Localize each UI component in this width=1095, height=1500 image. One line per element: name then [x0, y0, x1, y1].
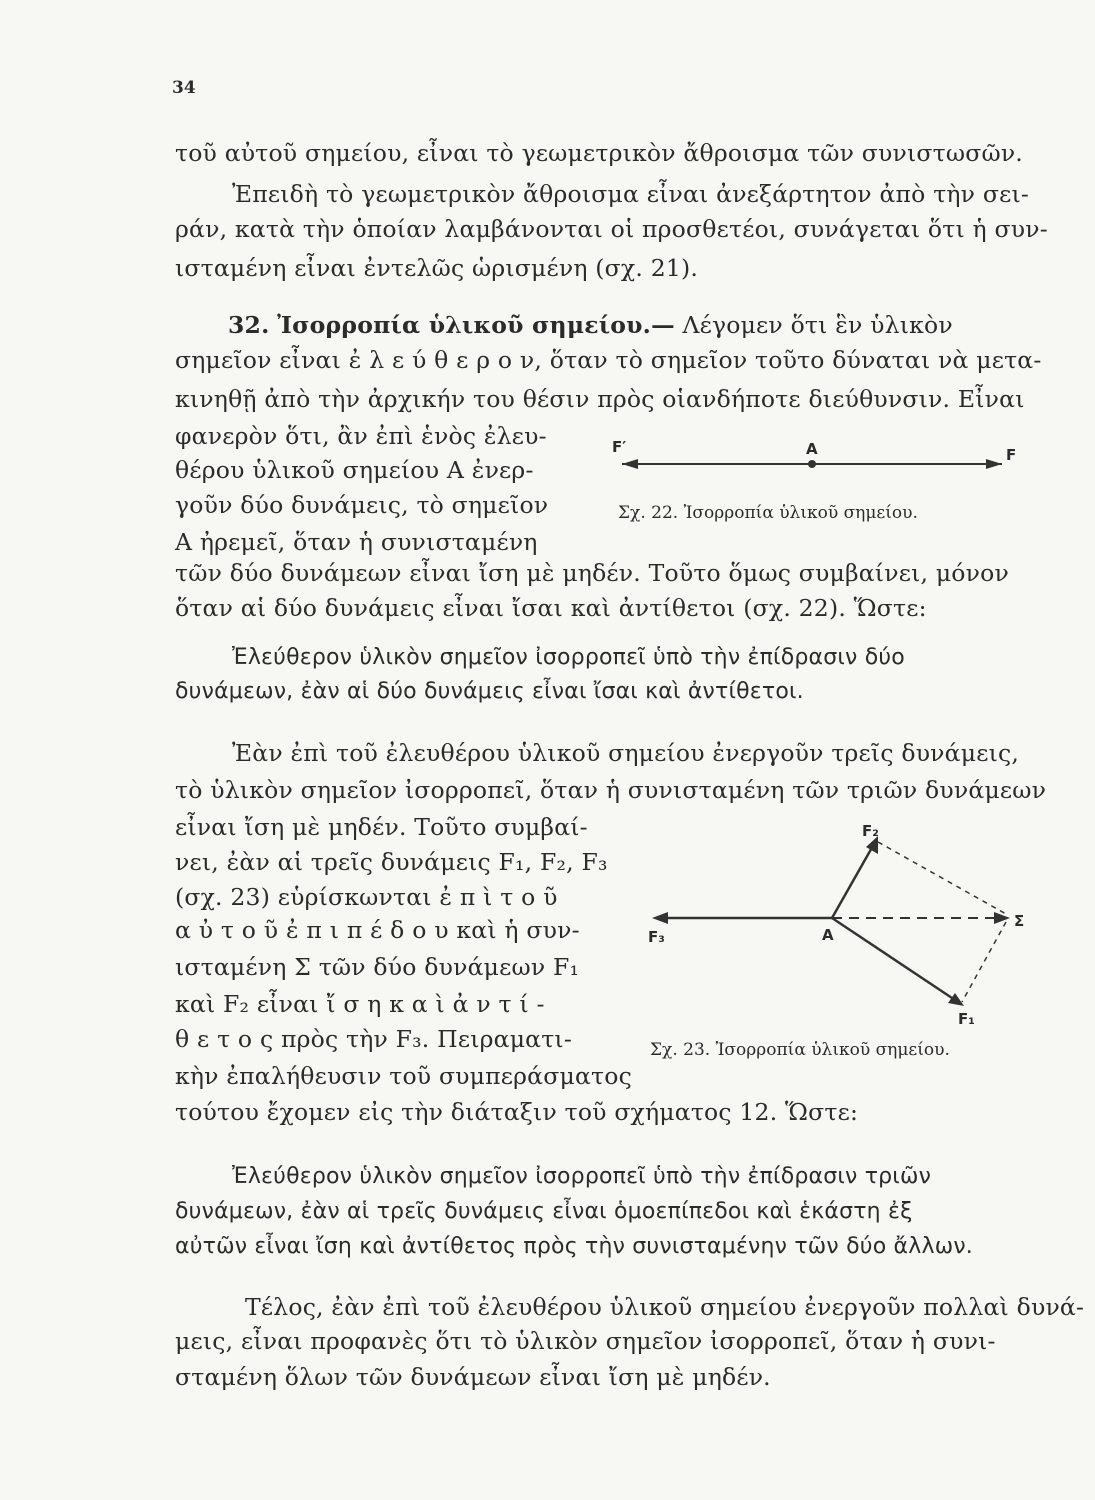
text-line: τοῦ αὐτοῦ σημείου, εἶναι τὸ γεωμετρικὸν ἄθροισμα τῶν συνιστωσῶν.	[175, 139, 1023, 167]
fig23-parallelogram-top	[878, 842, 1006, 914]
fig22-label-a: A	[806, 440, 818, 458]
text-line: Α ἠρεμεῖ, ὅταν ἡ συνισταμένη	[175, 528, 538, 556]
section-title: Ἰσορροπία ὑλικοῦ σημείου.—	[277, 311, 675, 339]
text-line: κινηθῇ ἀπὸ τὴν ἀρχικήν του θέσιν πρὸς οἱανδήποτε διεύθυνσιν. Εἶναι	[175, 385, 1025, 413]
fig23-label-f3: F₃	[648, 928, 665, 946]
text-line: Λέγομεν ὅτι ἓν ὑλικὸν	[682, 311, 953, 339]
fig23-parallelogram-side	[962, 922, 1006, 1002]
fig22-caption: Σχ. 22. Ἰσορροπία ὑλικοῦ σημείου.	[618, 503, 918, 523]
fig23-arrowhead-f1	[948, 993, 964, 1006]
rule-line: δυνάμεων, ἐὰν αἱ τρεῖς δυνάμεις εἶναι ὁμοεπίπεδοι καὶ ἑκάστη ἐξ	[175, 1199, 913, 1224]
text-line: Ἐὰν ἐπὶ τοῦ ἐλευθέρου ὑλικοῦ σημείου ἐνεργοῦν τρεῖς δυνάμεις,	[232, 739, 1020, 767]
text-line: ὅταν αἱ δύο δυνάμεις εἶναι ἴσαι καὶ ἀντίθετοι (σχ. 22). Ὥστε:	[175, 594, 927, 622]
text-line: τὸ ὑλικὸν σημεῖον ἰσορροπεῖ, ὅταν ἡ συνισταμένη τῶν τριῶν δυνάμεων	[175, 776, 1047, 804]
rule-line: δυνάμεων, ἐὰν αἱ δύο δυνάμεις εἶναι ἴσαι καὶ ἀντίθετοι.	[175, 679, 804, 704]
fig22-label-f-prime: F′	[612, 438, 627, 456]
fig23-label-a: A	[822, 926, 834, 944]
rule-line: Ἐλεύθερον ὑλικὸν σημεῖον ἰσορροπεῖ ὑπὸ τὴν ἐπίδρασιν δύο	[232, 645, 905, 670]
text-line: Τέλος, ἐὰν ἐπὶ τοῦ ἐλευθέρου ὑλικοῦ σημείου ἐνεργοῦν πολλαὶ δυνά-	[245, 1293, 1085, 1321]
text-line: Ἐπειδὴ τὸ γεωμετρικὸν ἄθροισμα εἶναι ἀνεξάρτητον ἀπὸ τὴν σει-	[232, 180, 1030, 208]
text-line: εἶναι ἴση μὲ μηδέν. Τοῦτο συμβαί-	[175, 813, 588, 841]
text-line: γοῦν δύο δυνάμεις, τὸ σημεῖον	[175, 491, 549, 519]
text-line: ράν, κατὰ τὴν ὁποίαν λαμβάνονται οἱ προσθετέοι, συνάγεται ὅτι ἡ συν-	[175, 215, 1048, 243]
text-line: α ὐ τ ο ῦ ἐ π ι π έ δ ο υ καὶ ἡ συν-	[175, 916, 580, 944]
fig22-label-f: F	[1006, 446, 1017, 464]
fig23-arrowhead-f3	[652, 912, 668, 924]
fig22-arrowhead-right	[986, 459, 1002, 469]
text-line: φανερὸν ὅτι, ἂν ἐπὶ ἑνὸς ἐλευ-	[175, 422, 547, 450]
section-heading	[228, 310, 953, 340]
fig23-label-f2: F₂	[862, 822, 879, 840]
fig22-arrowhead-left	[622, 459, 638, 469]
fig23-label-sigma: Σ	[1014, 912, 1025, 930]
text-line: μεις, εἶναι προφανὲς ὅτι τὸ ὑλικὸν σημεῖον ἰσορροπεῖ, ὅταν ἡ συνι-	[175, 1327, 996, 1355]
fig23-force-f1	[832, 918, 958, 1002]
text-line: σταμένη ὅλων τῶν δυνάμεων εἶναι ἴση μὲ μηδέν.	[175, 1363, 771, 1391]
text-line: τούτου ἔχομεν εἰς τὴν διάταξιν τοῦ σχήματος 12. Ὥστε:	[175, 1098, 859, 1126]
text-line: νει, ἐὰν αἱ τρεῖς δυνάμεις F₁, F₂, F₃	[175, 848, 608, 876]
text-line: θέρου ὑλικοῦ σημείου Α ἐνερ-	[175, 456, 534, 484]
fig23-label-f1: F₁	[958, 1010, 975, 1028]
text-line: κὴν ἐπαλήθευσιν τοῦ συμπεράσματος	[175, 1062, 632, 1090]
rule-line: αὐτῶν εἶναι ἴση καὶ ἀντίθετος πρὸς τὴν συνισταμένην τῶν δύο ἄλλων.	[175, 1234, 974, 1259]
text-line: σημεῖον εἶναι ἐ λ ε ύ θ ε ρ ο ν, ὅταν τὸ σημεῖον τοῦτο δύναται νὰ μετα-	[175, 346, 1042, 374]
text-line: ισταμένη εἶναι ἐντελῶς ὡρισμένη (σχ. 21).	[175, 254, 699, 282]
section-number: 32.	[228, 311, 270, 339]
text-line: τῶν δύο δυνάμεων εἶναι ἴση μὲ μηδέν. Τοῦτο ὅμως συμβαίνει, μόνον	[175, 559, 1009, 587]
figure-23	[640, 820, 1050, 1040]
text-line: καὶ F₂ εἶναι ἴ σ η κ α ὶ ἀ ν τ ί -	[175, 990, 545, 1018]
rule-line: Ἐλεύθερον ὑλικὸν σημεῖον ἰσορροπεῖ ὑπὸ τὴν ἐπίδρασιν τριῶν	[232, 1164, 932, 1189]
page-number: 34	[172, 78, 196, 98]
fig23-arrowhead-sigma	[994, 912, 1010, 924]
fig23-caption: Σχ. 23. Ἰσορροπία ὑλικοῦ σημείου.	[650, 1040, 950, 1060]
text-line: (σχ. 23) εὑρίσκωνται ἐ π ὶ τ ο ῦ	[175, 883, 558, 911]
fig23-force-f2	[832, 844, 874, 918]
text-line: ισταμένη Σ τῶν δύο δυνάμεων F₁	[175, 953, 580, 981]
fig22-point-a	[808, 460, 816, 468]
text-line: θ ε τ ο ς πρὸς τὴν F₃. Πειραματι-	[175, 1025, 572, 1053]
figure-22	[608, 432, 1028, 482]
